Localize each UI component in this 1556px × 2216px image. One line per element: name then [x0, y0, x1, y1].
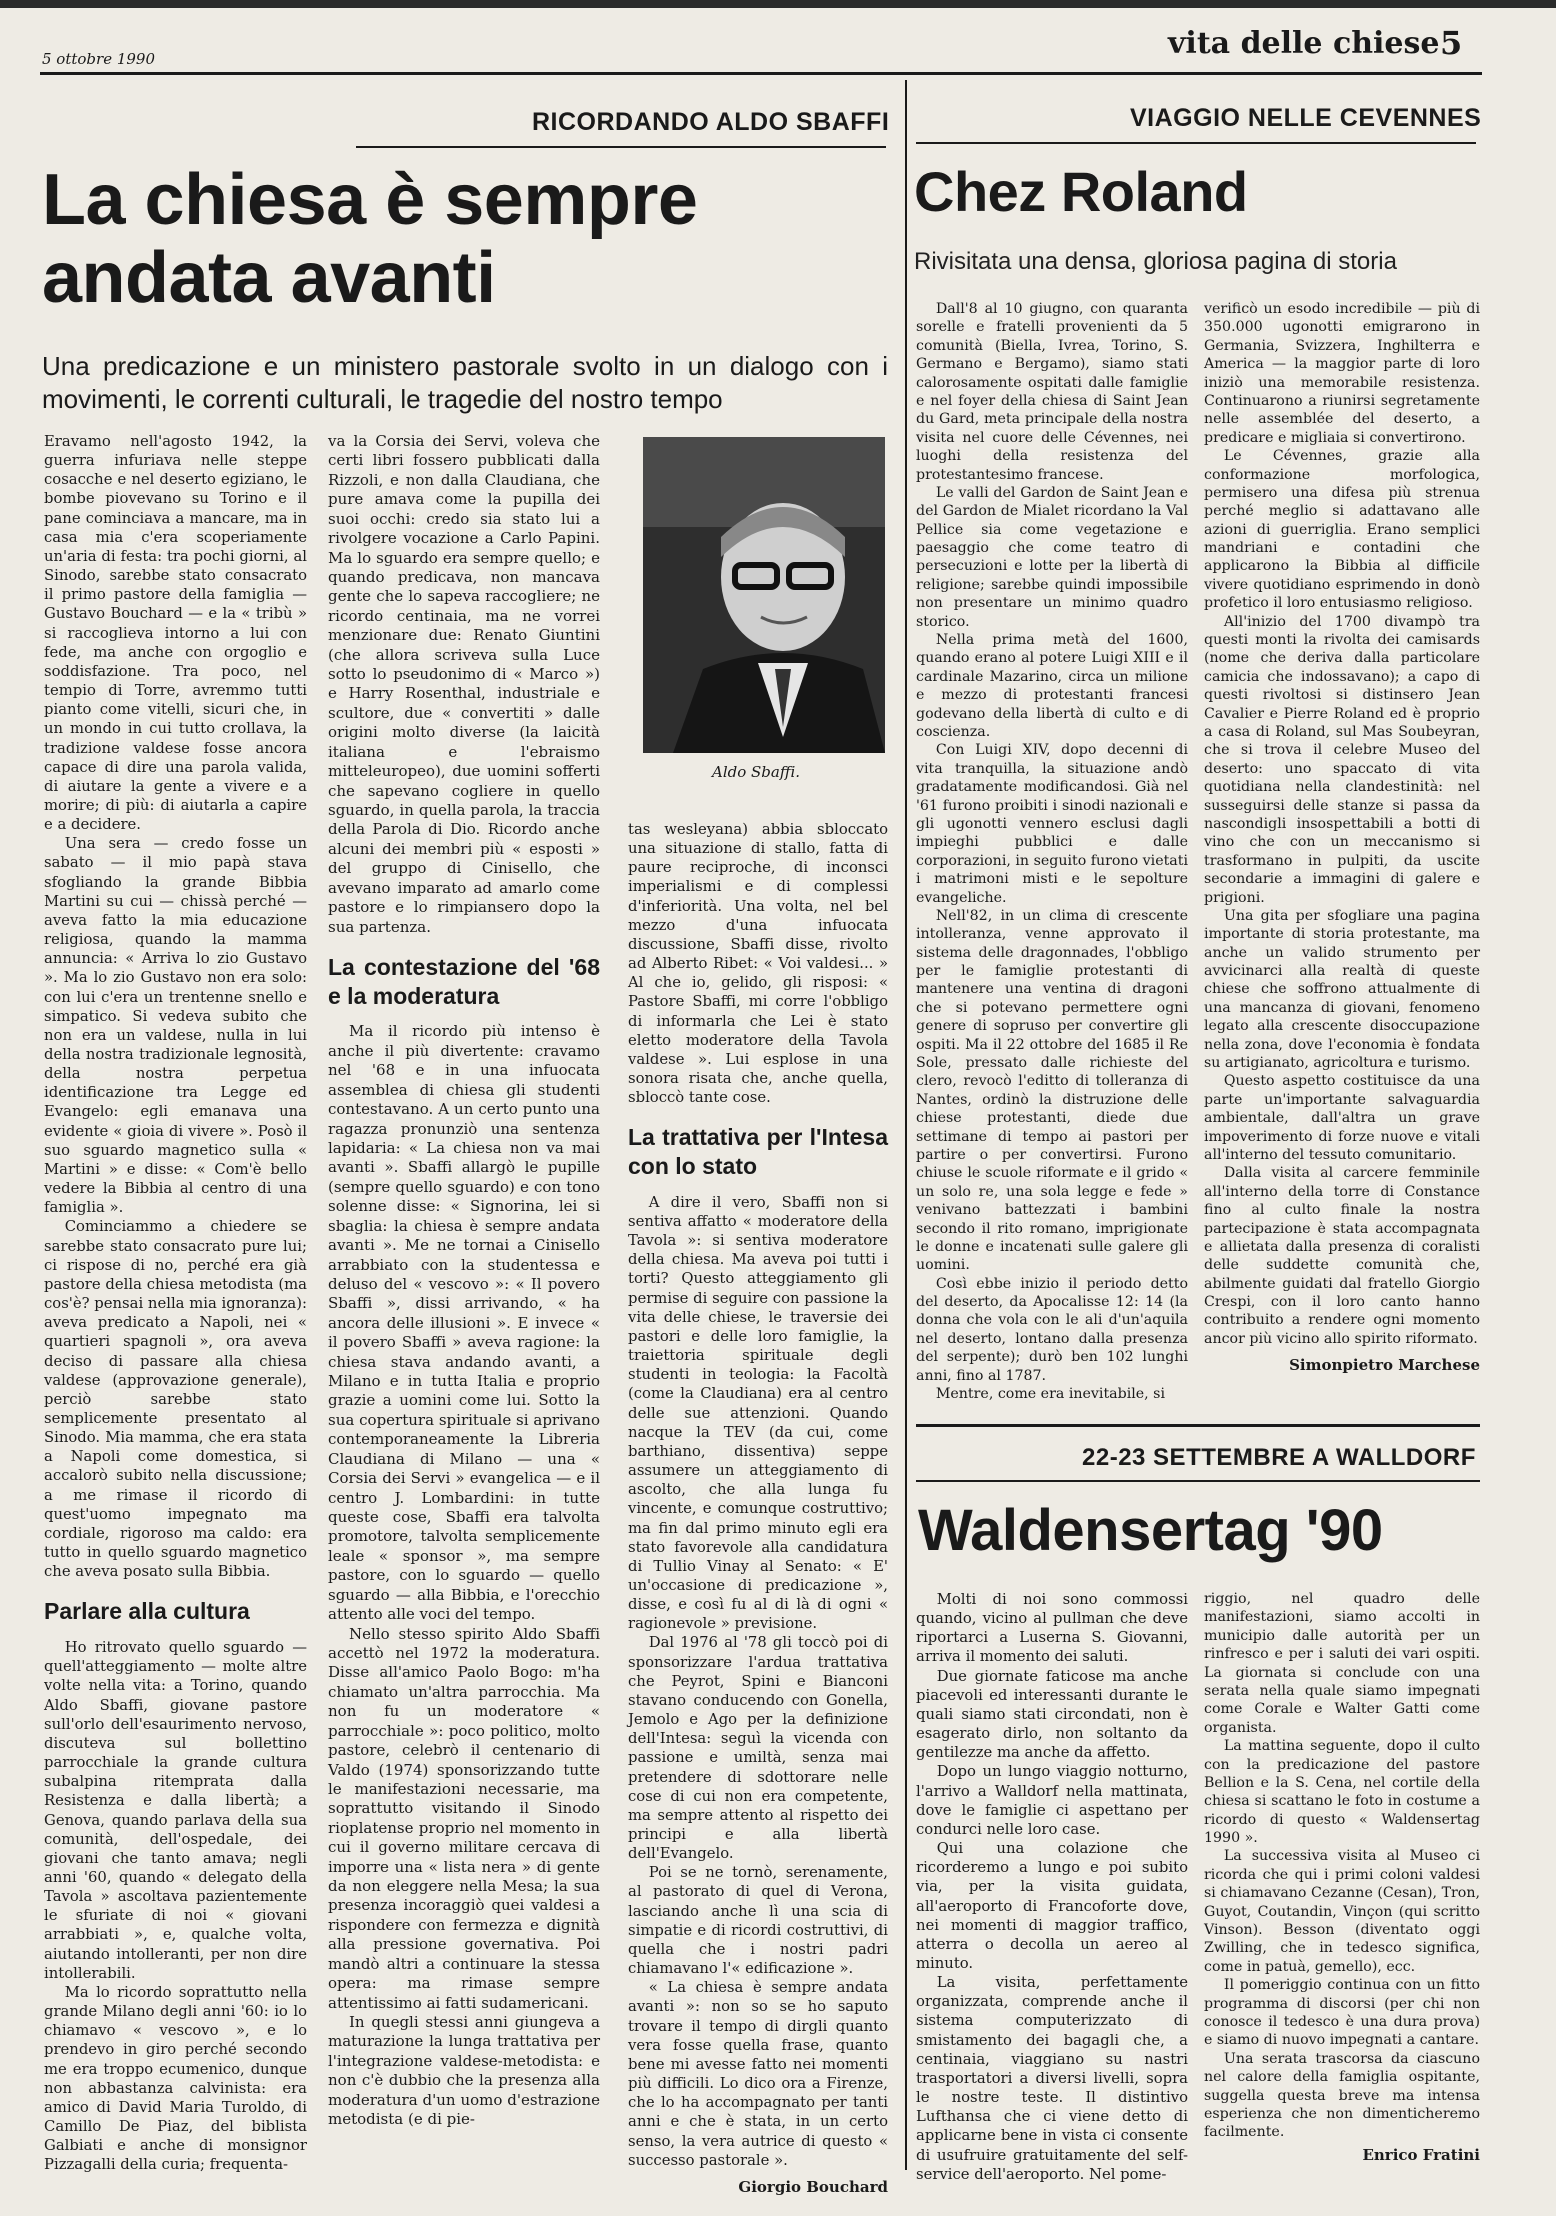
photo-caption: Aldo Sbaffi.: [712, 763, 801, 781]
left-column-3: [628, 820, 888, 2197]
signature-fratini: Enrico Fratini: [1362, 2145, 1480, 2164]
paragraph: riggio, nel quadro delle manifestazioni, siamo accolti in municipio dalle autorità per un rinfresco e per i saluti dei vari ospiti. La giornata si conclude con una serata nella quale siamo impegnati come Corale e Walter Gatti come organista.: [1204, 1591, 1480, 1736]
paragraph: Nello stesso spirito Aldo Sbaffi accettò nel 1972 la moderatura. Disse all'amico Paolo Bogo: m'ha chiamato un'altra parrocchia. Ma non fu un moderatore « parrocchiale »: poco politico, molto pastore, celebrò il centenario di Valdo (1974) sponsorizzando tutte le manifestazioni necessarie, ma soprattutto visitando il Sinodo rioplatense proprio nel momento in cui il governo militare cercava di imporre una « lista nera » di gente da non eleggere nella Mesa; la sua presenza incoraggiò quei valdesi a rispondere con fermezza e dignità alla pressione governativa. Poi mandò altri a continuare la stessa opera: ma rimase sempre attentissimo ai fatti sudamericani.: [328, 1624, 600, 2012]
paragraph: Cominciammo a chiedere se sarebbe stato consacrato pure lui; ci rispose di no, perché era già pastore della chiesa metodista (ma cos'è? pensai nella mia ignoranza): aveva predicato a Napoli, nei « quartieri spagnoli », ora aveva deciso di passare alla chiesa valdese (approvazione generale), perciò sarebbe stato semplicemente presentato al Sinodo. Mia mamma, che era stata a Napoli come domestica, si accalorò subito nella discussione; a me rimase il ricordo di quest'uomo impegnato ma cordiale, rigoroso ma caldo: era tutto in quello sguardo magnetico che aveva posato sulla Bibbia.: [44, 1218, 307, 1581]
paragraph: Ho ritrovato quello sguardo — quell'atteggiamento — molte altre volte nella vita: a Torino, quando Aldo Sbaffi, giovane pastore sull'orlo dell'esaurimento nervoso, discuteva sul bollettino parrocchiale la grande cultura subalpina ritemprata dalla Resistenza e dalla libertà; a Genova, quando parlava della sua comunità, dell'ospedale, dei giovani che tanto amava; negli anni '60, quando « delegato della Tavola » ascoltava pazientemente le sfuriate di noi « giovani arrabbiati », e, qualche volta, aiutando intolleranti, per non dire intollerabili.: [44, 1639, 307, 1982]
walldorf-kicker-rule: [916, 1480, 1480, 1482]
paragraph: Due giornate faticose ma anche piacevoli ed interessanti durante le quali siamo stati circondati, non è esagerato dirlo, non soltanto da gentilezze ma anche da affetto.: [916, 1667, 1188, 1762]
walldorf-kicker: 22-23 SETTEMBRE A WALLDORF: [1082, 1444, 1476, 1471]
paragraph: verificò un esodo incredibile — più di 350.000 ugonotti emigrarono in Germania, Svizzera, Inghilterra e America — la maggior parte di loro iniziò una memorabile resistenza. Continuarono a riunirsi segretamente nelle assemblée del deserto, a predicare e migliaia si convertirono.: [1204, 301, 1480, 446]
walldorf-headline: Waldensertag '90: [918, 1498, 1383, 1563]
paragraph: Questo aspetto costituisce da una parte un'importante salvaguardia ambientale, dall'altra un grave impoverimento di forze nuove e vitali all'interno del tessuto comunitario.: [1204, 1073, 1480, 1163]
walldorf-top-rule: [916, 1424, 1480, 1427]
article-divider: [905, 80, 907, 2170]
signature-bouchard: Giorgio Bouchard: [738, 2177, 888, 2196]
masthead-rule: [40, 72, 1482, 75]
portrait-photo-image: [643, 437, 885, 753]
paragraph: All'inizio del 1700 divampò tra questi monti la rivolta dei camisards (nome che deriva dalla particolare camicia che indossavano); a capo di questi rivoltosi si distinsero Jean Cavalier e Pierre Roland ed è proprio a casa di Roland, sul Mas Soubeyran, che si trova il celebre Museo del deserto: uno spaccato di vita quotidiana nella clandestinità: nel susseguirsi delle stanze si passa da nascondigli insospettabili a botti di vino che con un meccanismo si trasformano in pulpiti, da uscite secondarie a immagini di galere e prigioni.: [1204, 613, 1480, 906]
paragraph: Dopo un lungo viaggio notturno, l'arrivo a Walldorf nella mattinata, dove le famiglie ci aspettano per condurci nelle loro case.: [916, 1763, 1188, 1838]
paragraph: Le valli del Gardon de Saint Jean e del Gardon de Mialet ricordano la Val Pellice sia come vegetazione e paesaggio che come teatro di persecuzioni e lotte per la libertà di religione; sarebbe quindi impossibile non presentare un minimo quadro storico.: [916, 484, 1188, 630]
paragraph: Ma il ricordo più intenso è anche il più divertente: cravamo nel '68 e in una infuocata assemblea di chiesa gli studenti contestavano. A un certo punto una ragazza pronunziò una sentenza lapidaria: « La chiesa non va mai avanti ». Sbaffi allargò le pupille (sempre quello sguardo) e con tono solenne disse: « Signorina, lei si sbaglia: la chiesa è sempre andata avanti ». Me ne tornai a Cinisello arrabbiato con la studentessa e deluso del « vescovo »: « Il povero Sbaffi », dissi arrivando, « ha ancora delle illusioni ». E invece « il povero Sbaffi » aveva ragione: la chiesa stava andando avanti, a Milano e in tutta Italia e proprio grazie a uomini come lui. Sotto la sua copertura spirituale si aprivano contemporaneamente la Libreria Claudiana di Milano — una « Corsia dei Servi » evangelica — e il centro J. Lombardini: in tutte queste cose, Sbaffi era talvolta promotore, talvolta semplicemente leale « sponsor », ma sempre pastore, con lo sguardo — quello sguardo — alla Bibbia, e l'orecchio attento alle voci del tempo.: [328, 1022, 600, 1624]
paragraph: Una gita per sfogliare una pagina importante di storia protestante, ma anche un valido strumento per avvicinarci alla realtà di queste chiese che soffrono attualmente di una mancanza di giovani, fenomeno legato alla crescente disoccupazione nella zona, dove l'economia è fondata su artigianato, agricoltura e turismo.: [1204, 907, 1480, 1072]
paragraph: Così ebbe inizio il periodo detto del deserto, da Apocalisse 12: 14 (la donna che vola con le ali d'un'aquila nel deserto, lontano dalla presenza del serpente); durò ben 102 lunghi anni, fino al 1787.: [916, 1275, 1188, 1384]
paragraph: tas wesleyana) abbia sbloccato una situazione di stallo, fatta di paure reciproche, di inconsci imperialismi e di complessi d'inferiorità. Una volta, nel bel mezzo d'una infuocata discussione, Sbaffi disse, rivolto ad Alberto Ribet: « Voi valdesi... » Al che io, gelido, gli risposi: « Pastore Sbaffi, mi corre l'obbligo di informarla che Lei è stato eletto moderatore della Tavola valdese ». Lui esplose in una sonora risata che, anche quella, sbloccò tante cose.: [628, 821, 888, 1107]
paragraph: La visita, perfettamente organizzata, comprende anche il sistema computerizzato di smistamento dei bagagli che, a centinaia, viaggiano su nastri trasportatori a diversi livelli, sopra le nostre teste. Il distintivo Lufthansa che ci viene detto di applicarne bene in vista ci consente di usufruire gratuitamente del self-service dell'aeroporto. Nel pome-: [916, 1974, 1188, 2183]
paragraph: Nella prima metà del 1600, quando erano al potere Luigi XIII e il cardinale Mazarino, circa un milione e mezzo di protestanti francesi godevano della libertà di culto e di coscienza.: [916, 632, 1188, 740]
left-kicker: RICORDANDO ALDO SBAFFI: [532, 108, 890, 136]
paragraph: Ma lo ricordo soprattutto nella grande Milano degli anni '60: io lo chiamavo « vescovo », e lo prendevo in giro perché secondo me era troppo ecumenico, dunque non abbastanza calvinista: era amico di David Maria Turoldo, di Camillo De Piaz, del biblista Galbiati e anche di monsignor Pizzagalli della curia; frequenta-: [44, 1983, 307, 2174]
paragraph: Le Cévennes, grazie alla conformazione morfologica, permisero una difesa più strenua perché meglio si adattavano alle azioni di guerriglia. Erano semplici mandriani e contadini che applicarono la Bibbia al difficile vivere quotidiano esprimendo in donò profetico il loro entusiasmo religioso.: [1204, 448, 1480, 612]
paragraph: A dire il vero, Sbaffi non si sentiva affatto « moderatore della Tavola »: si sentiva moderatore della chiesa. Ma aveva poi tutti i torti? Questo atteggiamento gli permise di seguire con passione la vita delle chiese, le traversie dei pastori e delle loro famiglie, la traiettoria spirituale degli studenti in teologia: la Facoltà (come la Claudiana) era al centro delle sue attenzioni. Quando nacque la TEV (da cui, come barthiano, dissentiva) seppe assumere un atteggiamento di ascolto, che alla lunga fu vincente, e comunque costruttivo; ma fin dal primo minuto egli era stato favorevole alla candidatura di Tullio Vinay al Senato: « E' un'occasione di predicazione », disse, e così fu al di là di ogni « ragionevole » previsione.: [628, 1193, 888, 1633]
subhead-contestazione: La contestazione del '68 e la moderatura: [328, 953, 600, 1009]
left-headline-line2: andata avanti: [42, 237, 496, 318]
left-deck: Una predicazione e un ministero pastorale svolto in un dialogo con i movimenti, le correnti culturali, le tragedie del nostro tempo: [42, 351, 888, 414]
paragraph: La successiva visita al Museo ci ricorda che qui i primi coloni valdesi si chiamavano Cezanne (Cesan), Tron, Guyot, Coutandin, Vinçon (qui scritto Vinson). Besson (diventato oggi Zwilling, che in tedesco significa, come in patuà, gemello), ecc.: [1204, 1848, 1480, 1975]
paragraph: Molti di noi sono commossi quando, vicino al pullman che deve riportarci a Luserna S. Giovanni, arriva il momento dei saluti.: [916, 1591, 1188, 1666]
paragraph: Qui una colazione che ricorderemo a lungo e poi subito via, per la visita guidata, all'aeroporto di Francoforte dove, nei momenti di maggior traffico, atterra o decolla un aereo al minuto.: [916, 1840, 1188, 1972]
right-column-2: [1204, 300, 1480, 1376]
signature-marchese: Simonpietro Marchese: [1289, 1356, 1480, 1375]
paragraph: Poi se ne tornò, serenamente, al pastorato di quel di Verona, lasciando anche lì una scia di simpatie e di ricordi costruttivi, di quella che i nostri padri chiamavano l'« edificazione ».: [628, 1864, 888, 1978]
paragraph: Nell'82, in un clima di crescente intolleranza, venne approvato il sistema delle dragonnades, l'obbligo per le famiglie protestanti di mantenere una ventina di dragoni che si potevano permettere ogni genere di sopruso per convertire gli ospiti. Ma il 22 ottobre del 1685 il Re Sole, pressato dalle richieste del clero, revocò l'editto di tolleranza di Nantes, ordinò la distruzione delle chiese protestanti, diede due settimane di tempo ai pastori per partire o per convertirsi. Furono chiuse le scuole riformate e il grido « un solo re, una sola legge e fede » venivano battezzati i bambini secondo il rito romano, imprigionate le donne e incatenati sulle galere gli uomini.: [916, 907, 1188, 1274]
portrait-photo: [643, 437, 885, 753]
right-headline: Chez Roland: [914, 160, 1248, 223]
paragraph: Mentre, come era inevitabile, si: [935, 1386, 1166, 1403]
left-headline-line1: La chiesa è sempre: [42, 160, 698, 240]
paragraph: Dal 1976 al '78 gli toccò poi di sponsorizzare l'ardua trattativa che Peyrot, Spini e Bianconi stavano conducendo con Gonella, Jemolo e Ago per la definizione dell'Intesa: seguì la vicenda con passione e umiltà, senza mai pretendere di sdottorare nelle cose di cui non era competente, ma sempre attento al rispetto dei principi e alla libertà dell'Evangelo.: [628, 1634, 888, 1863]
paragraph: Eravamo nell'agosto 1942, la guerra infuriava nelle steppe cosacche e nel deserto egiziano, le bombe piovevano su Torino e il pane cominciava a mancare, ma in casa mia c'era scoperiamente un'aria di festa: tra pochi giorni, al Sinodo, sarebbe stato consacrato il primo pastore della famiglia — Gustavo Bouchard — e la « tribù » si raccoglieva intorno a lui con fede, ma anche con orgoglio e soddisfazione. Tra poco, nel tempio di Torre, avremmo tutti pianto come vitelli, sicuri che, in un mondo in cui tutto crollava, la tradizione valdese fosse ancora capace di dire una parola valida, di aiutare la gente a vivere e a morire; di più: di aiutarla a capire e a decidere.: [44, 433, 307, 834]
paragraph: Con Luigi XIV, dopo decenni di vita tranquilla, la situazione andò gradatamente modificandosi. Già nel '61 furono proibiti i sinodi nazionali e gli ugonotti vennero esclusi dagli impieghi pubblici e dalle corporazioni, in seguito furono vietati i matrimoni misti e le sepolture evangeliche.: [916, 742, 1189, 906]
subhead-parlare-cultura: Parlare alla cultura: [44, 1598, 250, 1625]
paragraph: Il pomeriggio continua con un fitto programma di discorsi (per chi non conosce il tedesco è una dura prova) e siamo di nuovo impegnati a cantare.: [1204, 1977, 1480, 2049]
top-rule: [0, 0, 1556, 8]
paragraph: La mattina seguente, dopo il culto con la predicazione del pastore Bellion e la S. Cena, nel cortile della chiesa si scattano le foto in costume a ricordo di questo « Waldensertag 1990 ».: [1204, 1738, 1480, 1847]
left-kicker-rule: [356, 146, 886, 148]
paragraph: Una serata trascorsa da ciascuno nel calore della famiglia ospitante, suggella questa breve ma intensa esperienza che non dimenticheremo facilmente.: [1204, 2050, 1480, 2141]
paragraph: Una sera — credo fosse un sabato — il mio papà stava sfogliando la grande Bibbia Martini su cui — chissà perché — aveva fatto la mia educazione religiosa, quando la mamma annuncia: « Arriva lo zio Gustavo ». Ma lo zio Gustavo non era solo: con lui c'era un trentenne snello e simpatico. Si vedeva subito che non era un valdese, nulla in lui della nostra tradizionale legnosità, della nostra perpetua identificazione tra Legge ed Evangelo: egli emanava una evidente « gioia di vivere ». Posò il suo sguardo magnetico sulla « Martini » e disse: « Com'è bello vedere la Bibbia al centro di una famiglia ».: [44, 835, 307, 1217]
left-headline: [42, 162, 697, 318]
left-column-2: [328, 432, 600, 2130]
right-kicker: VIAGGIO NELLE CEVENNES: [1130, 104, 1482, 132]
paragraph: Dall'8 al 10 giugno, con quaranta sorelle e fratelli provenienti da 5 comunità (Biella, Ivrea, Torino, S. Germano e Bergamo), siamo stati calorosamente ospitati dalle famiglie e nel foyer della chiesa di Saint Jean du Gard, meta principale della nostra visita nel cuore delle Cévennes, nei luoghi della resistenza del protestantesimo francese.: [916, 301, 1188, 483]
paragraph: Dalla visita al carcere femminile all'interno della torre di Constance fino al culto finale la nostra partecipazione è stata accompagnata e allietata dalla presenza di coralisti delle suddette comunità che, abilmente guidati dal fratello Giorgio Crespi, con il loro canto hanno contribuito a rendere ogni momento ancor più vicino allo spirito riformato.: [1204, 1165, 1480, 1347]
right-column-1: [916, 300, 1188, 1403]
section-title: vita delle chiese: [1168, 26, 1440, 61]
walldorf-column-1: [916, 1590, 1188, 2184]
paragraph: In quegli stessi anni giungeva a maturazione la lunga trattativa per l'integrazione valdese-metodista: e non c'è dubbio che la presenza alla moderatura d'un uomo d'estrazione metodista (e di pie-: [328, 2012, 600, 2129]
right-subtitle: Rivisitata una densa, gloriosa pagina di storia: [914, 248, 1397, 275]
issue-date: 5 ottobre 1990: [42, 50, 156, 68]
paragraph: va la Corsia dei Servi, voleva che certi libri fossero pubblicati dalla Rizzoli, e non dalla Claudiana, che pure amava come la pupilla dei suoi occhi: credo sia stato lui a rivolgere vocazione a Carlo Papini. Ma lo sguardo era sempre quello; e quando predicava, non mancava gente che lo sapeva raccogliere; ne ricordo centinaia, ma ne vorrei menzionare due: Renato Giuntini (che allora scriveva sulla Luce sotto lo pseudonimo di « Marco ») e Harry Rosenthal, industriale e scultore, due « convertiti » dalle origini molto diverse (la laicità italiana e l'ebraismo mitteleuropeo), due uomini sofferti che sapevano cogliere in quello sguardo, in quella parola, la traccia della Parola di Dio. Ricordo anche alcuni dei membri più « esposti » del gruppo di Cinisello, che avevano imparato ad amarlo come pastore e lo rimpiansero dopo la sua partenza.: [328, 432, 600, 936]
page-number: 5: [1440, 24, 1463, 62]
paragraph: « La chiesa è sempre andata avanti »: non so se ho saputo trovare il tempo di dirgli quanto vera fosse quella frase, quanto bene mi avesse fatto nei momenti più difficili. Lo dico ora a Firenze, che lo ha accompagnato per tanti anni e che è stata, in un certo senso, la vera autrice di questo « successo pastorale ».: [628, 1979, 888, 2169]
left-column-1: [44, 432, 307, 2175]
subhead-intesa: La trattativa per l'Intesa con lo stato: [628, 1124, 888, 1180]
right-kicker-rule: [916, 142, 1476, 144]
walldorf-column-2: [1204, 1590, 1480, 2165]
